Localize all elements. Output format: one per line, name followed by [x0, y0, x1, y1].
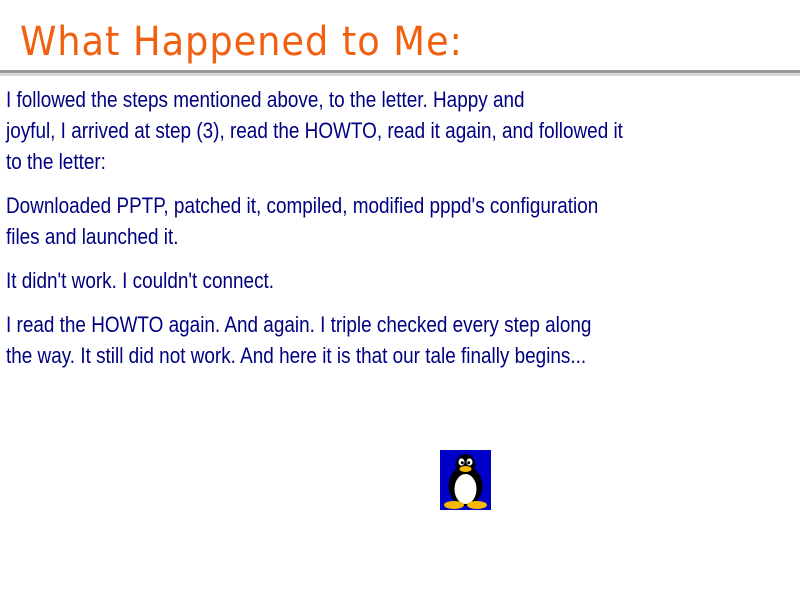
text-line: It didn't work. I couldn't connect.	[6, 268, 275, 293]
paragraph-4	[6, 309, 660, 371]
text-line: I read the HOWTO again. And again. I triple checked every step along	[6, 312, 592, 337]
title-divider	[0, 70, 800, 76]
text-line: joyful, I arrived at step (3), read the HOWTO, read it again, and followed it	[6, 118, 623, 143]
tux-penguin-graphic	[440, 450, 491, 510]
text-line: files and launched it.	[6, 224, 179, 249]
text-line: to the letter:	[6, 149, 106, 174]
paragraph-3	[6, 265, 660, 296]
paragraph-2	[6, 190, 660, 252]
tux-penguin-icon	[440, 450, 491, 510]
slide-body	[6, 84, 796, 384]
slide-title: What Happened to Me:	[20, 19, 463, 65]
paragraph-1	[6, 84, 660, 177]
text-line: Downloaded PPTP, patched it, compiled, modified pppd's configuration	[6, 193, 599, 218]
text-line: the way. It still did not work. And here it is that our tale finally begins...	[6, 343, 587, 368]
text-line: I followed the steps mentioned above, to the letter. Happy and	[6, 87, 525, 112]
